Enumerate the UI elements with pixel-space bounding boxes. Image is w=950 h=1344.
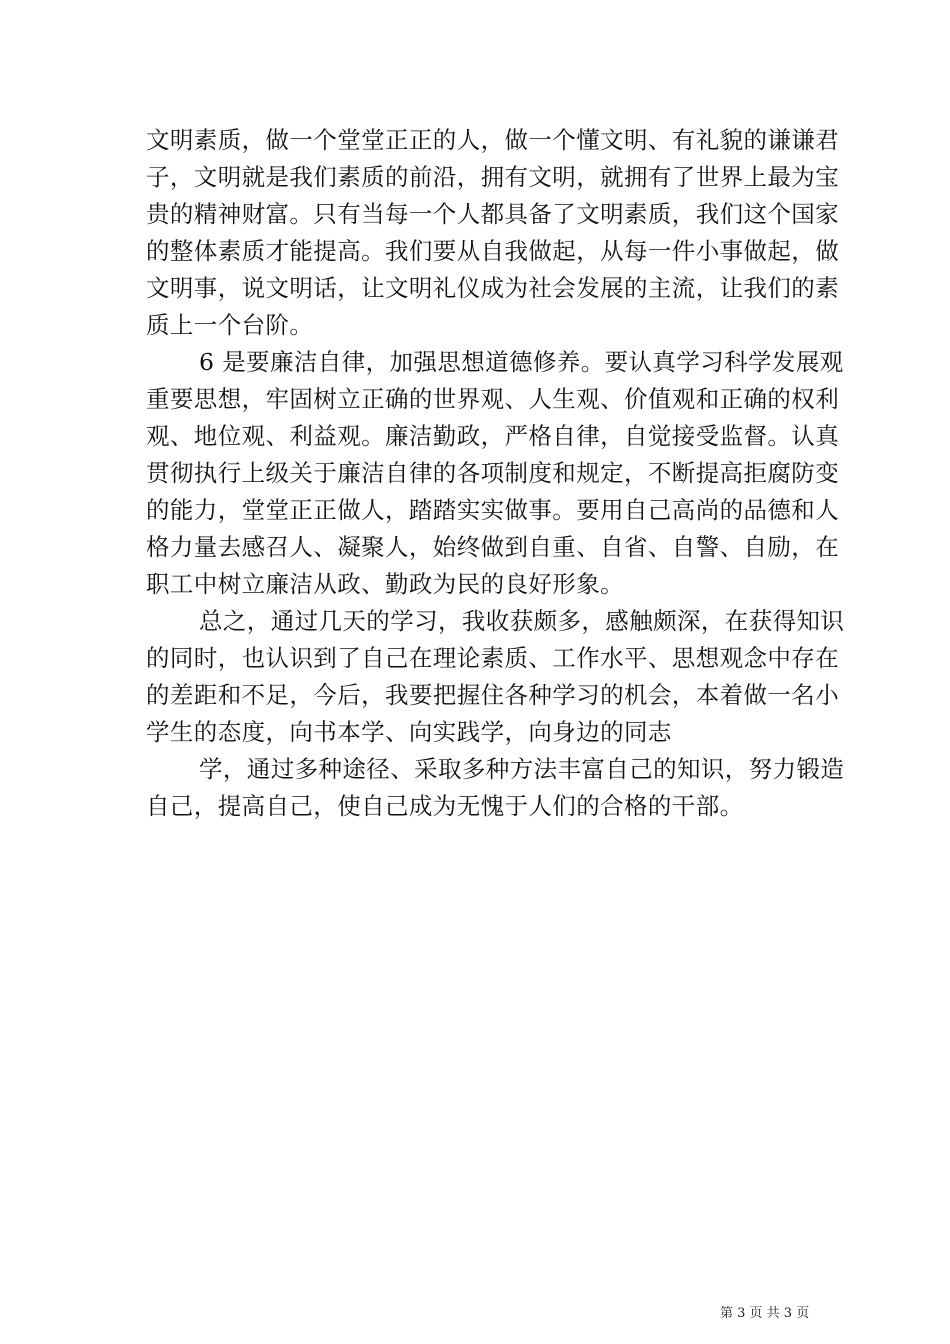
body-text-line: 文明事，说文明话，让文明礼仪成为社会发展的主流，让我们的素 [146,274,840,302]
body-text-line: 贵的精神财富。只有当每一个人都具备了文明素质，我们这个国家 [146,200,840,228]
body-text-line: 的能力，堂堂正正做人，踏踏实实做事。要用自己高尚的品德和人 [146,496,840,524]
body-text-line: 重要思想，牢固树立正确的世界观、人生观、价值观和正确的权利 [146,385,840,413]
body-text-line: 自己，提高自己，使自己成为无愧于人们的合格的干部。 [146,792,744,820]
body-text-line: 学生的态度，向书本学、向实践学，向身边的同志 [146,718,672,746]
body-text-line: 的整体素质才能提高。我们要从自我做起，从每一件小事做起，做 [146,237,840,265]
body-text-line: 的同时，也认识到了自己在理论素质、工作水平、思想观念中存在 [146,644,840,672]
paragraph-first-line: 学，通过多种途径、采取多种方法丰富自己的知识，努力锻造 [199,755,845,783]
body-text-line: 文明素质，做一个堂堂正正的人，做一个懂文明、有礼貌的谦谦君 [146,126,840,154]
body-text-line: 格力量去感召人、凝聚人，始终做到自重、自省、自警、自励，在 [146,533,840,561]
paragraph-first-line: 总之，通过几天的学习，我收获颇多，感触颇深，在获得知识 [199,607,845,635]
body-text-line: 职工中树立廉洁从政、勤政为民的良好形象。 [146,570,624,598]
body-text-line: 贯彻执行上级关于廉洁自律的各项制度和规定，不断提高拒腐防变 [146,459,840,487]
body-text-line: 子，文明就是我们素质的前沿，拥有文明，就拥有了世界上最为宝 [146,163,840,191]
page-number-footer: 第 3 页 共 3 页 [720,1306,810,1321]
body-text-line: 质上一个台阶。 [146,311,314,339]
paragraph-first-line: 6 是要廉洁自律，加强思想道德修养。要认真学习科学发展观 [199,348,844,376]
body-text-line: 的差距和不足，今后，我要把握住各种学习的机会，本着做一名小 [146,681,840,709]
body-text-line: 观、地位观、利益观。廉洁勤政，严格自律，自觉接受监督。认真 [146,422,840,450]
